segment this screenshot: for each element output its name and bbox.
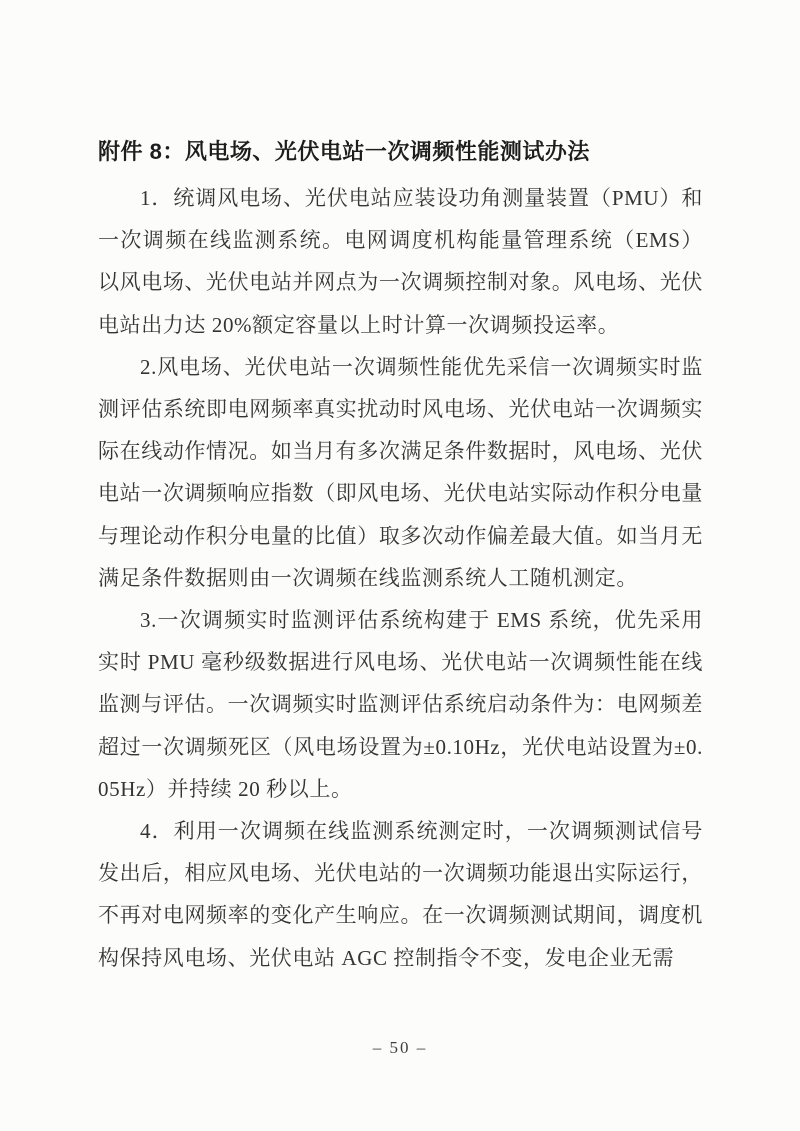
paragraph-3: 3.一次调频实时监测评估系统构建于 EMS 系统，优先采用实时 PMU 毫秒级数据进行风电场、光伏电站一次调频性能在线监测与评估。一次调频实时监测评估系统启动条件为：电网频差超过一次调频死区（风电场设置为±0.10Hz，光伏电站设置为±0.05Hz）并持续 20 秒以上。	[98, 608, 703, 801]
page-number: – 50 –	[372, 1038, 428, 1057]
paragraph-1: 1．统调风电场、光伏电站应装设功角测量装置（PMU）和一次调频在线监测系统。电网调度机构能量管理系统（EMS）以风电场、光伏电站并网点为一次调频控制对象。风电场、光伏电站出力达 20%额定容量以上时计算一次调频投运率。	[98, 186, 703, 337]
document-title: 附件 8：风电场、光伏电站一次调频性能测试办法	[98, 139, 590, 164]
paragraph-4: 4．利用一次调频在线监测系统测定时，一次调频测试信号发出后，相应风电场、光伏电站的一次调频功能退出实际运行，不再对电网频率的变化产生响应。在一次调频测试期间，调度机构保持风电场、光伏电站 AGC 控制指令不变，发电企业无需	[98, 819, 703, 970]
document-content	[98, 136, 703, 979]
paragraph-2: 2.风电场、光伏电站一次调频性能优先采信一次调频实时监测评估系统即电网频率真实扰动时风电场、光伏电站一次调频实际在线动作情况。如当月有多次满足条件数据时，风电场、光伏电站一次调频响应指数（即风电场、光伏电站实际动作积分电量与理论动作积分电量的比值）取多次动作偏差最大值。如当月无满足条件数据则由一次调频在线监测系统人工随机测定。	[98, 354, 703, 590]
